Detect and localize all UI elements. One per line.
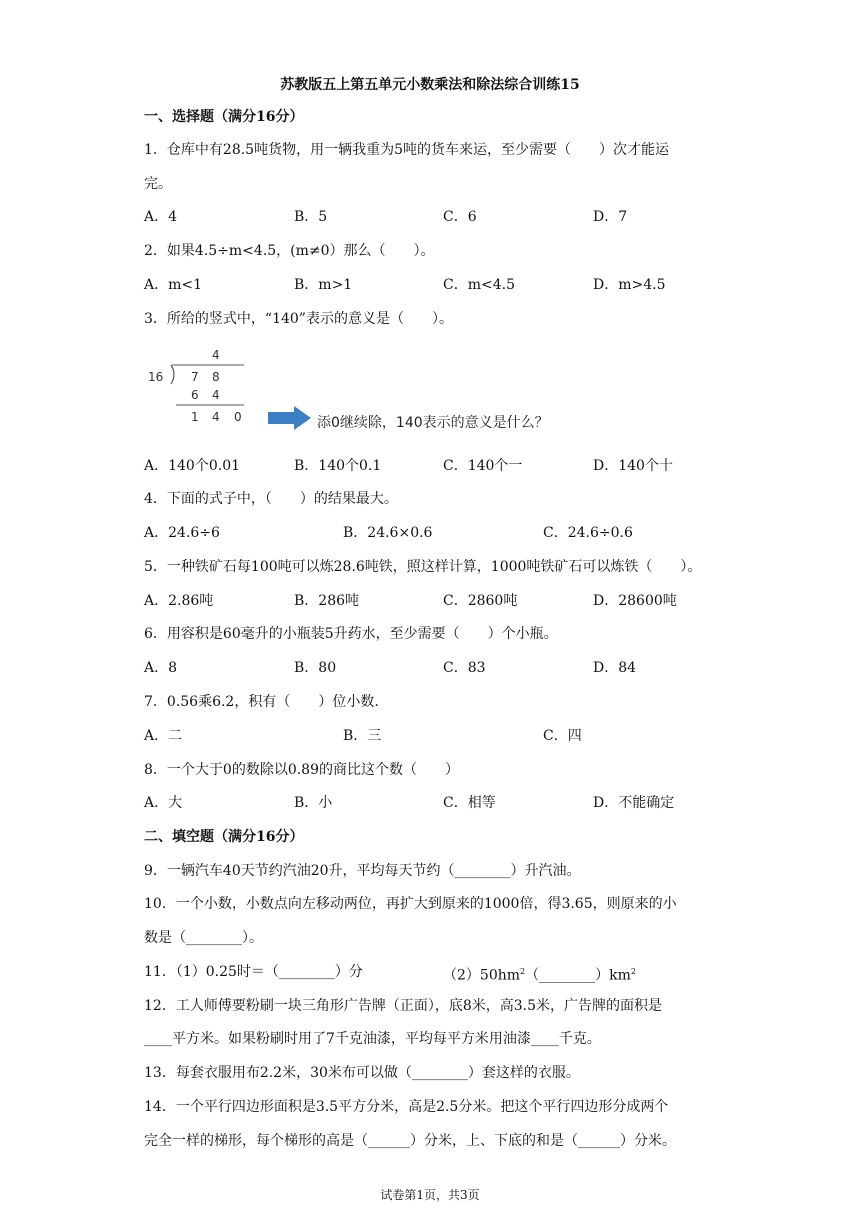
question-14-continued: 完全一样的梯形，每个梯形的高是（______）分米，上、下底的和是（______）分米。 — [144, 1133, 676, 1149]
dividend-digit-1: 7 — [191, 370, 199, 384]
q5-option-c: C．2860吨 — [443, 593, 518, 609]
question-9: 9．一辆汽车40天节约汽油20升，平均每天节约（________）升汽油。 — [144, 863, 581, 879]
question-14: 14．一个平行四边形面积是3.5平方分米，高是2.5分米。把这个平行四边形分成两个 — [144, 1099, 669, 1115]
divisor: 16 — [148, 370, 164, 384]
product-digit-1: 6 — [191, 388, 199, 402]
q7-option-a: A．二 — [144, 728, 183, 744]
q4-option-c: C．24.6÷0.6 — [543, 525, 633, 541]
question-7: 7．0.56乘6.2，积有（ ）位小数. — [144, 694, 379, 710]
question-8: 8．一个大于0的数除以0.89的商比这个数（ ） — [144, 762, 459, 778]
arrow-right-icon — [268, 406, 311, 430]
question-11-part-1: 11．（1）0.25时＝（________）分 — [144, 964, 363, 980]
section-heading-choice: 一、选择题（满分16分） — [144, 109, 304, 125]
question-12: 12．工人师傅要粉刷一块三角形广告牌（正面），底8米，高3.5米，广告牌的面积是 — [144, 998, 662, 1014]
q5-option-a: A．2.86吨 — [144, 593, 214, 609]
q1-option-b: B．5 — [294, 209, 328, 225]
question-6: 6．用容积是60毫升的小瓶装5升药水，至少需要（ ）个小瓶。 — [144, 626, 558, 642]
q2-option-c: C．m<4.5 — [443, 277, 515, 293]
question-13: 13．每套衣服用布2.2米，30米布可以做（________）套这样的衣服。 — [144, 1065, 580, 1081]
q3-option-d: D．140个十 — [593, 458, 673, 474]
q2-option-b: B．m>1 — [294, 277, 353, 293]
remainder-digit-3: 0 — [234, 410, 242, 424]
long-division-figure — [144, 342, 584, 438]
q1-option-c: C．6 — [443, 209, 477, 225]
q1-option-d: D．7 — [593, 209, 628, 225]
question-3: 3．所给的竖式中，“140”表示的意义是（ ）。 — [144, 311, 453, 327]
q4-option-a: A．24.6÷6 — [144, 525, 220, 541]
division-bracket — [171, 365, 174, 384]
question-1: 1．仓库中有28.5吨货物，用一辆我重为5吨的货车来运，至少需要（ ）次才能运 — [144, 142, 669, 158]
remainder-digit-1: 1 — [191, 410, 199, 424]
q5-option-d: D．28600吨 — [593, 593, 677, 609]
remainder-digit-2: 4 — [212, 410, 220, 424]
q6-option-c: C．83 — [443, 660, 486, 676]
q5-option-b: B．286吨 — [294, 593, 360, 609]
q6-option-b: B．80 — [294, 660, 337, 676]
figure-caption: 添0继续除，140表示的意义是什么？ — [317, 415, 549, 431]
q3-option-a: A．140个0.01 — [144, 458, 241, 474]
q8-option-a: A．大 — [144, 795, 183, 811]
question-10: 10．一个小数，小数点向左移动两位，再扩大到原来的1000倍，得3.65，则原来的小 — [144, 896, 677, 912]
q7-option-b: B．三 — [343, 728, 382, 744]
q6-option-a: A．8 — [144, 660, 178, 676]
q8-option-d: D．不能确定 — [593, 795, 675, 811]
question-12-continued: ____平方米。如果粉刷时用了7千克油漆，平均每平方米用油漆____千克。 — [144, 1031, 601, 1047]
product-digit-2: 4 — [212, 388, 220, 402]
page-footer: 试卷第1页，共3页 — [380, 1188, 480, 1202]
q8-option-b: B．小 — [294, 795, 333, 811]
question-1-continued: 完。 — [144, 176, 172, 192]
q4-option-b: B．24.6×0.6 — [343, 525, 433, 541]
page-title: 苏教版五上第五单元小数乘法和除法综合训练15 — [280, 77, 580, 93]
question-4: 4．下面的式子中，（ ）的结果最大。 — [144, 491, 398, 507]
q1-option-a: A．4 — [144, 209, 178, 225]
q3-option-b: B．140个0.1 — [294, 458, 382, 474]
q2-option-d: D．m>4.5 — [593, 277, 666, 293]
q2-option-a: A．m<1 — [144, 277, 203, 293]
question-2: 2．如果4.5÷m<4.5，(m≠0）那么（ ）。 — [144, 243, 435, 259]
dividend-digit-2: 8 — [212, 370, 220, 384]
question-10-continued: 数是（________）。 — [144, 930, 263, 946]
q3-option-c: C．140个一 — [443, 458, 523, 474]
q7-option-c: C．四 — [543, 728, 582, 744]
q6-option-d: D．84 — [593, 660, 637, 676]
quotient-digit: 4 — [212, 348, 220, 362]
section-heading-fill: 二、填空题（满分16分） — [144, 829, 304, 845]
question-11-part-2: $(2)50hm^2(\_\_\_\_\_\_\_\_)km^2$ — [443, 967, 636, 984]
question-5: 5．一种铁矿石每100吨可以炼28.6吨铁，照这样计算，1000吨铁矿石可以炼铁（ ）。 — [144, 559, 702, 575]
q8-option-c: C．相等 — [443, 795, 496, 811]
